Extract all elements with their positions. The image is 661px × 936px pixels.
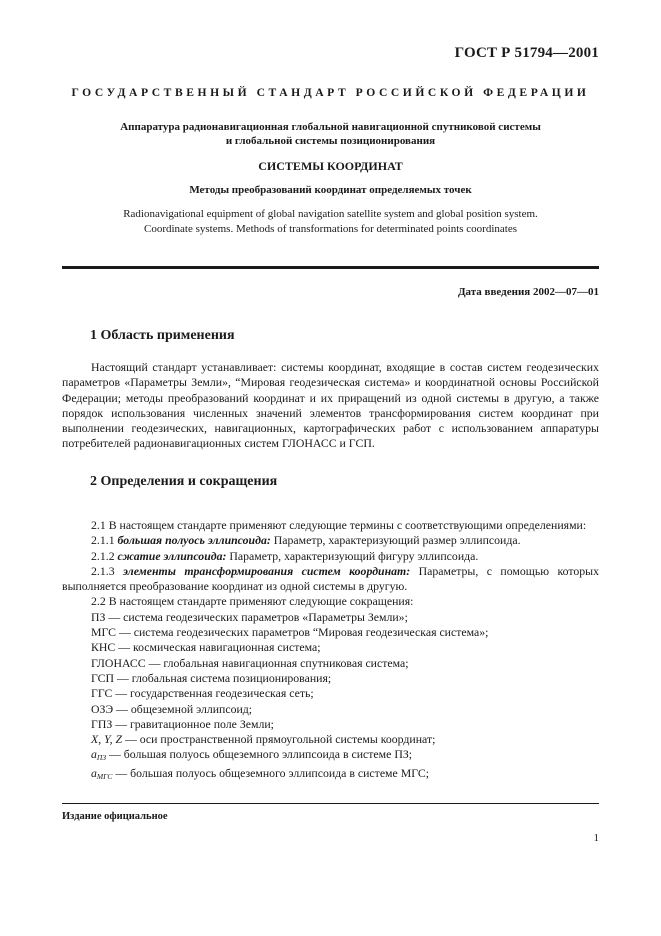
xyz-definition: — оси пространственной прямоугольной системы координат; <box>122 732 436 747</box>
official-edition-label: Издание официальное <box>62 811 168 822</box>
a-subscript: ПЗ <box>96 753 107 763</box>
document-code: ГОСТ Р 51794—2001 <box>454 45 599 61</box>
section-1-title: 1 Область применения <box>90 328 235 343</box>
term: сжатие эллипсоида: <box>117 548 227 563</box>
abbreviation-xyz <box>62 732 599 747</box>
abbreviation-a-mgs <box>62 766 599 784</box>
title-line-2: и глобальной системы позиционирования <box>225 135 436 147</box>
clause-number: 2.1.3 <box>91 563 124 578</box>
paragraph-2-1-1 <box>62 533 599 548</box>
a-mgs-definition: — большая полуось общеземного эллипсоида в системе МГС; <box>112 765 430 780</box>
section-2-body <box>62 518 599 784</box>
clause-number: 2.1.2 <box>91 548 118 563</box>
a-symbol: a <box>91 747 97 762</box>
abbreviation-item: ГЛОНАСС — глобальная навигационная спутниковая система; <box>91 655 409 670</box>
xyz-symbols: X, Y, Z <box>91 732 123 747</box>
footer-divider <box>62 803 599 804</box>
term: большая полуось эллипсоида: <box>117 533 271 548</box>
a-pz-definition: — большая полуось общеземного эллипсоида в системе ПЗ; <box>106 747 413 762</box>
a-symbol: a <box>91 765 97 780</box>
title-english-line-2: Coordinate systems. Methods of transformations for determinated points coordinates <box>143 223 517 235</box>
title-block <box>62 120 599 237</box>
abbreviation-item: МГС — система геодезических параметров “Мировая геодезическая система»; <box>91 625 489 640</box>
abbreviation-item: КНС — космическая навигационная система; <box>91 640 321 655</box>
title-line-1: Аппаратура радионавигационная глобальной навигационной спутниковой системы <box>120 121 541 133</box>
state-standard-heading: ГОСУДАРСТВЕННЫЙ СТАНДАРТ РОССИЙСКОЙ ФЕДЕРАЦИИ <box>71 86 590 99</box>
paragraph-2-1: 2.1 В настоящем стандарте применяют следующие термины с соответствующими определениями: <box>91 518 587 532</box>
definition: Параметр, характеризующий размер эллипсоида. <box>270 533 521 548</box>
page-number: 1 <box>593 832 599 844</box>
term: элементы трансформирования систем координат: <box>123 563 411 578</box>
definition: Параметр, характеризующий фигуру эллипсоида. <box>226 548 479 563</box>
paragraph-2-1-3 <box>62 564 599 595</box>
paragraph-2-2: 2.2 В настоящем стандарте применяют следующие сокращения: <box>91 594 414 609</box>
header-divider <box>62 266 599 269</box>
abbreviation-item: ГГС — государственная геодезическая сеть; <box>91 686 314 701</box>
title-main <box>62 120 599 148</box>
abbreviation-a-pz <box>62 747 599 765</box>
clause-number: 2.1.1 <box>91 533 118 548</box>
abbreviation-item: ПЗ — система геодезических параметров «Параметры Земли»; <box>91 609 408 624</box>
title-systems: СИСТЕМЫ КООРДИНАТ <box>258 159 403 173</box>
definition: Параметры, с помощью которых выполняется преобразование координат из одной системы в другую. <box>62 563 599 594</box>
introduction-date: Дата введения 2002—07—01 <box>457 286 599 298</box>
paragraph-2-1-2 <box>62 549 599 564</box>
section-2-title: 2 Определения и сокращения <box>90 474 278 489</box>
title-methods: Методы преобразований координат определяемых точек <box>189 184 472 196</box>
section-1-text: Настоящий стандарт устанавливает: системы координат, входящие в состав систем геодезических параметров «Параметры Земли», “Мировая геодезическая система» и координатной основы Российской Федерации; методы преобразований координат и их приращений из одной системы в другую, а также порядок использования численных значений элементов трансформирования систем координат при выполнении геодезических, навигационных, картографических работ с использованием аппаратуры потребителей радионавигационных систем ГЛОНАСС и ГСП. <box>62 360 599 451</box>
title-english-line-1: Radionavigational equipment of global navigation satellite system and global position system. <box>123 208 538 220</box>
abbreviation-item: ГСП — глобальная система позиционирования; <box>91 670 332 685</box>
abbreviation-item: ГПЗ — гравитационное поле Земли; <box>91 716 274 731</box>
title-english <box>62 207 599 237</box>
abbreviation-item: ОЗЭ — общеземной эллипсоид; <box>91 701 253 716</box>
a-subscript: МГС <box>96 771 113 781</box>
